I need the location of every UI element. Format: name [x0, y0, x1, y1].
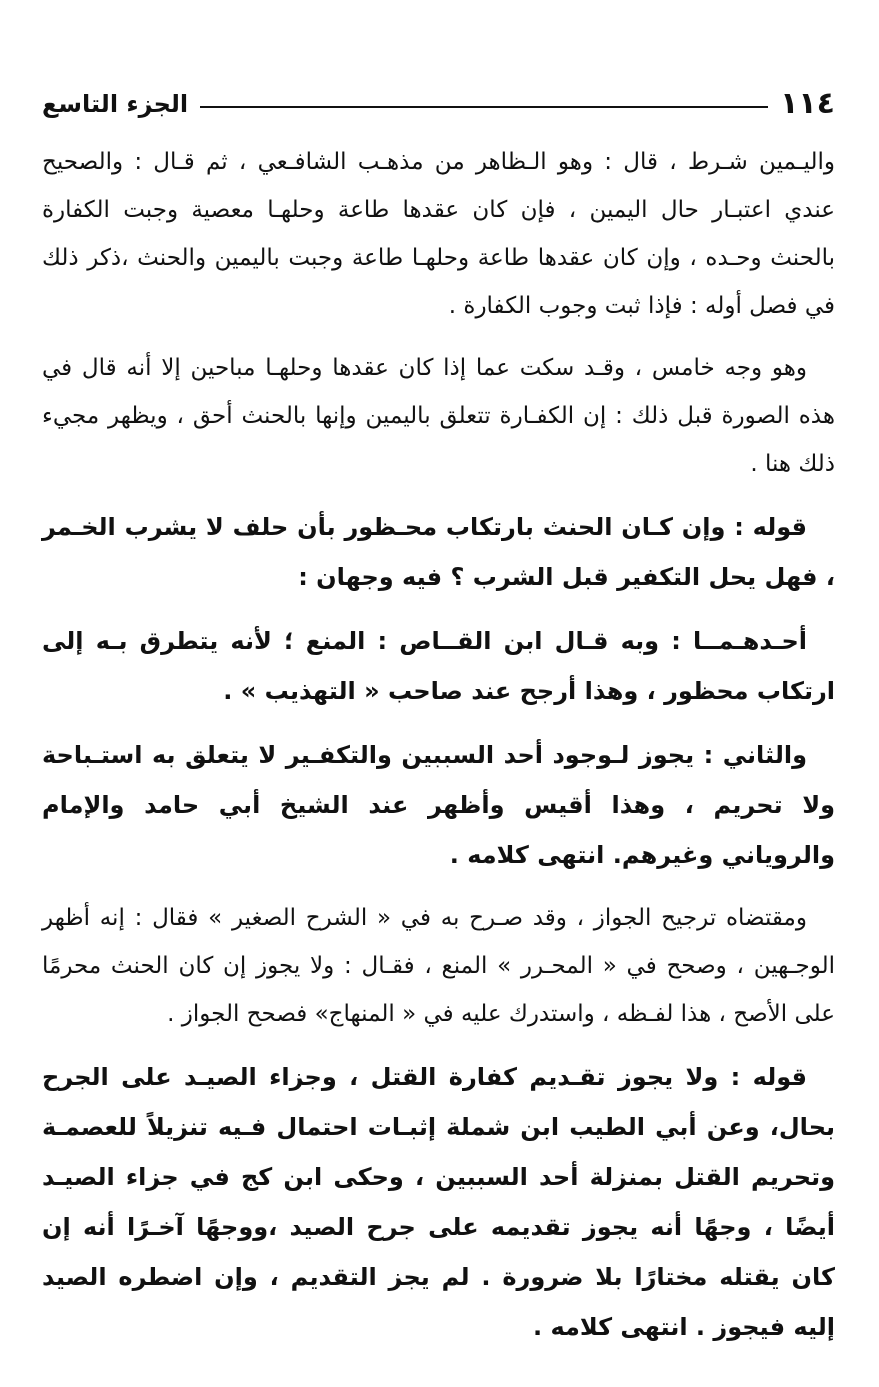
paragraph-6: ومقتضاه ترجيح الجواز ، وقد صـرح به في « الشرح الصغير » فقال : إنه أظهر الوجـهين ، وصحح في « المحـرر » المنع ، فقـال : ولا يجوز إن كان الحنث محرمًا على الأصح ، هذا لفـظه ، واستدرك عليه في « المنهاج» فصحح الجواز .	[42, 905, 835, 1027]
header-rule	[200, 106, 768, 108]
paragraph-7: قوله : ولا يجوز تقـديم كفارة القتل ، وجزاء الصيـد على الجرح بحال، وعن أبي الطيب ابن شملة إثبـات احتمال فـيه تنزيلاً للعصمـة وتحريم القتل بمنزلة أحد السببين ، وحكى ابن كج في جزاء الصيـد أيضًا ، وجهًا أنه يجوز تقديمه على جرح الصيد ،ووجهًا آخـرًا أنه إن كان يقتله مختارًا بلا ضرورة . لم يجز التقديم ، وإن اضطره الصيد إليه فيجوز . انتهى كلامه .	[42, 1063, 835, 1341]
paragraph-4: أحـدهـمــا : وبه قـال ابن القــاص : المنع ؛ لأنه يتطرق بـه إلى ارتكاب محظور ، وهذا أرجح عند صاحب « التهذيب » .	[42, 627, 835, 705]
paragraph-5: والثاني : يجوز لـوجود أحد السببين والتكفـير لا يتعلق به استـباحة ولا تحريم ، وهذا أقيس وأظهر عند الشيخ أبي حامد والإمام والروياني وغيرهم. انتهى كلامه .	[42, 741, 835, 869]
running-head	[42, 84, 835, 124]
paragraph-2: وهو وجه خامس ، وقـد سكت عما إذا كان عقدها وحلهـا مباحين إلا أنه قال في هذه الصورة قبل ذلك : إن الكفـارة تتعلق باليمين وإنها بالحنث أحق ، ويظهر مجيء ذلك هنا .	[42, 355, 835, 477]
paragraph-3: قوله : وإن كـان الحنث بارتكاب محـظور بأن حلف لا يشرب الخـمر ، فهل يحل التكفير قبل الشرب ؟ فيه وجهان :	[42, 513, 835, 591]
running-title: الجزء التاسع	[42, 90, 189, 118]
page-number: ١١٤	[780, 86, 835, 121]
paragraph-1: واليـمين شـرط ، قال : وهو الـظاهر من مذهـب الشافـعي ، ثم قـال : والصحيح عندي اعتبـار حال اليمين ، فإن كان عقدها طاعة وحلهـا معصية وجبت الكفارة بالحنث وحـده ، وإن كان عقدها طاعة وحلهـا طاعة وجبت باليمين والحنث ،ذكر ذلك في فصل أوله : فإذا ثبت وجوب الكفارة .	[42, 149, 835, 319]
